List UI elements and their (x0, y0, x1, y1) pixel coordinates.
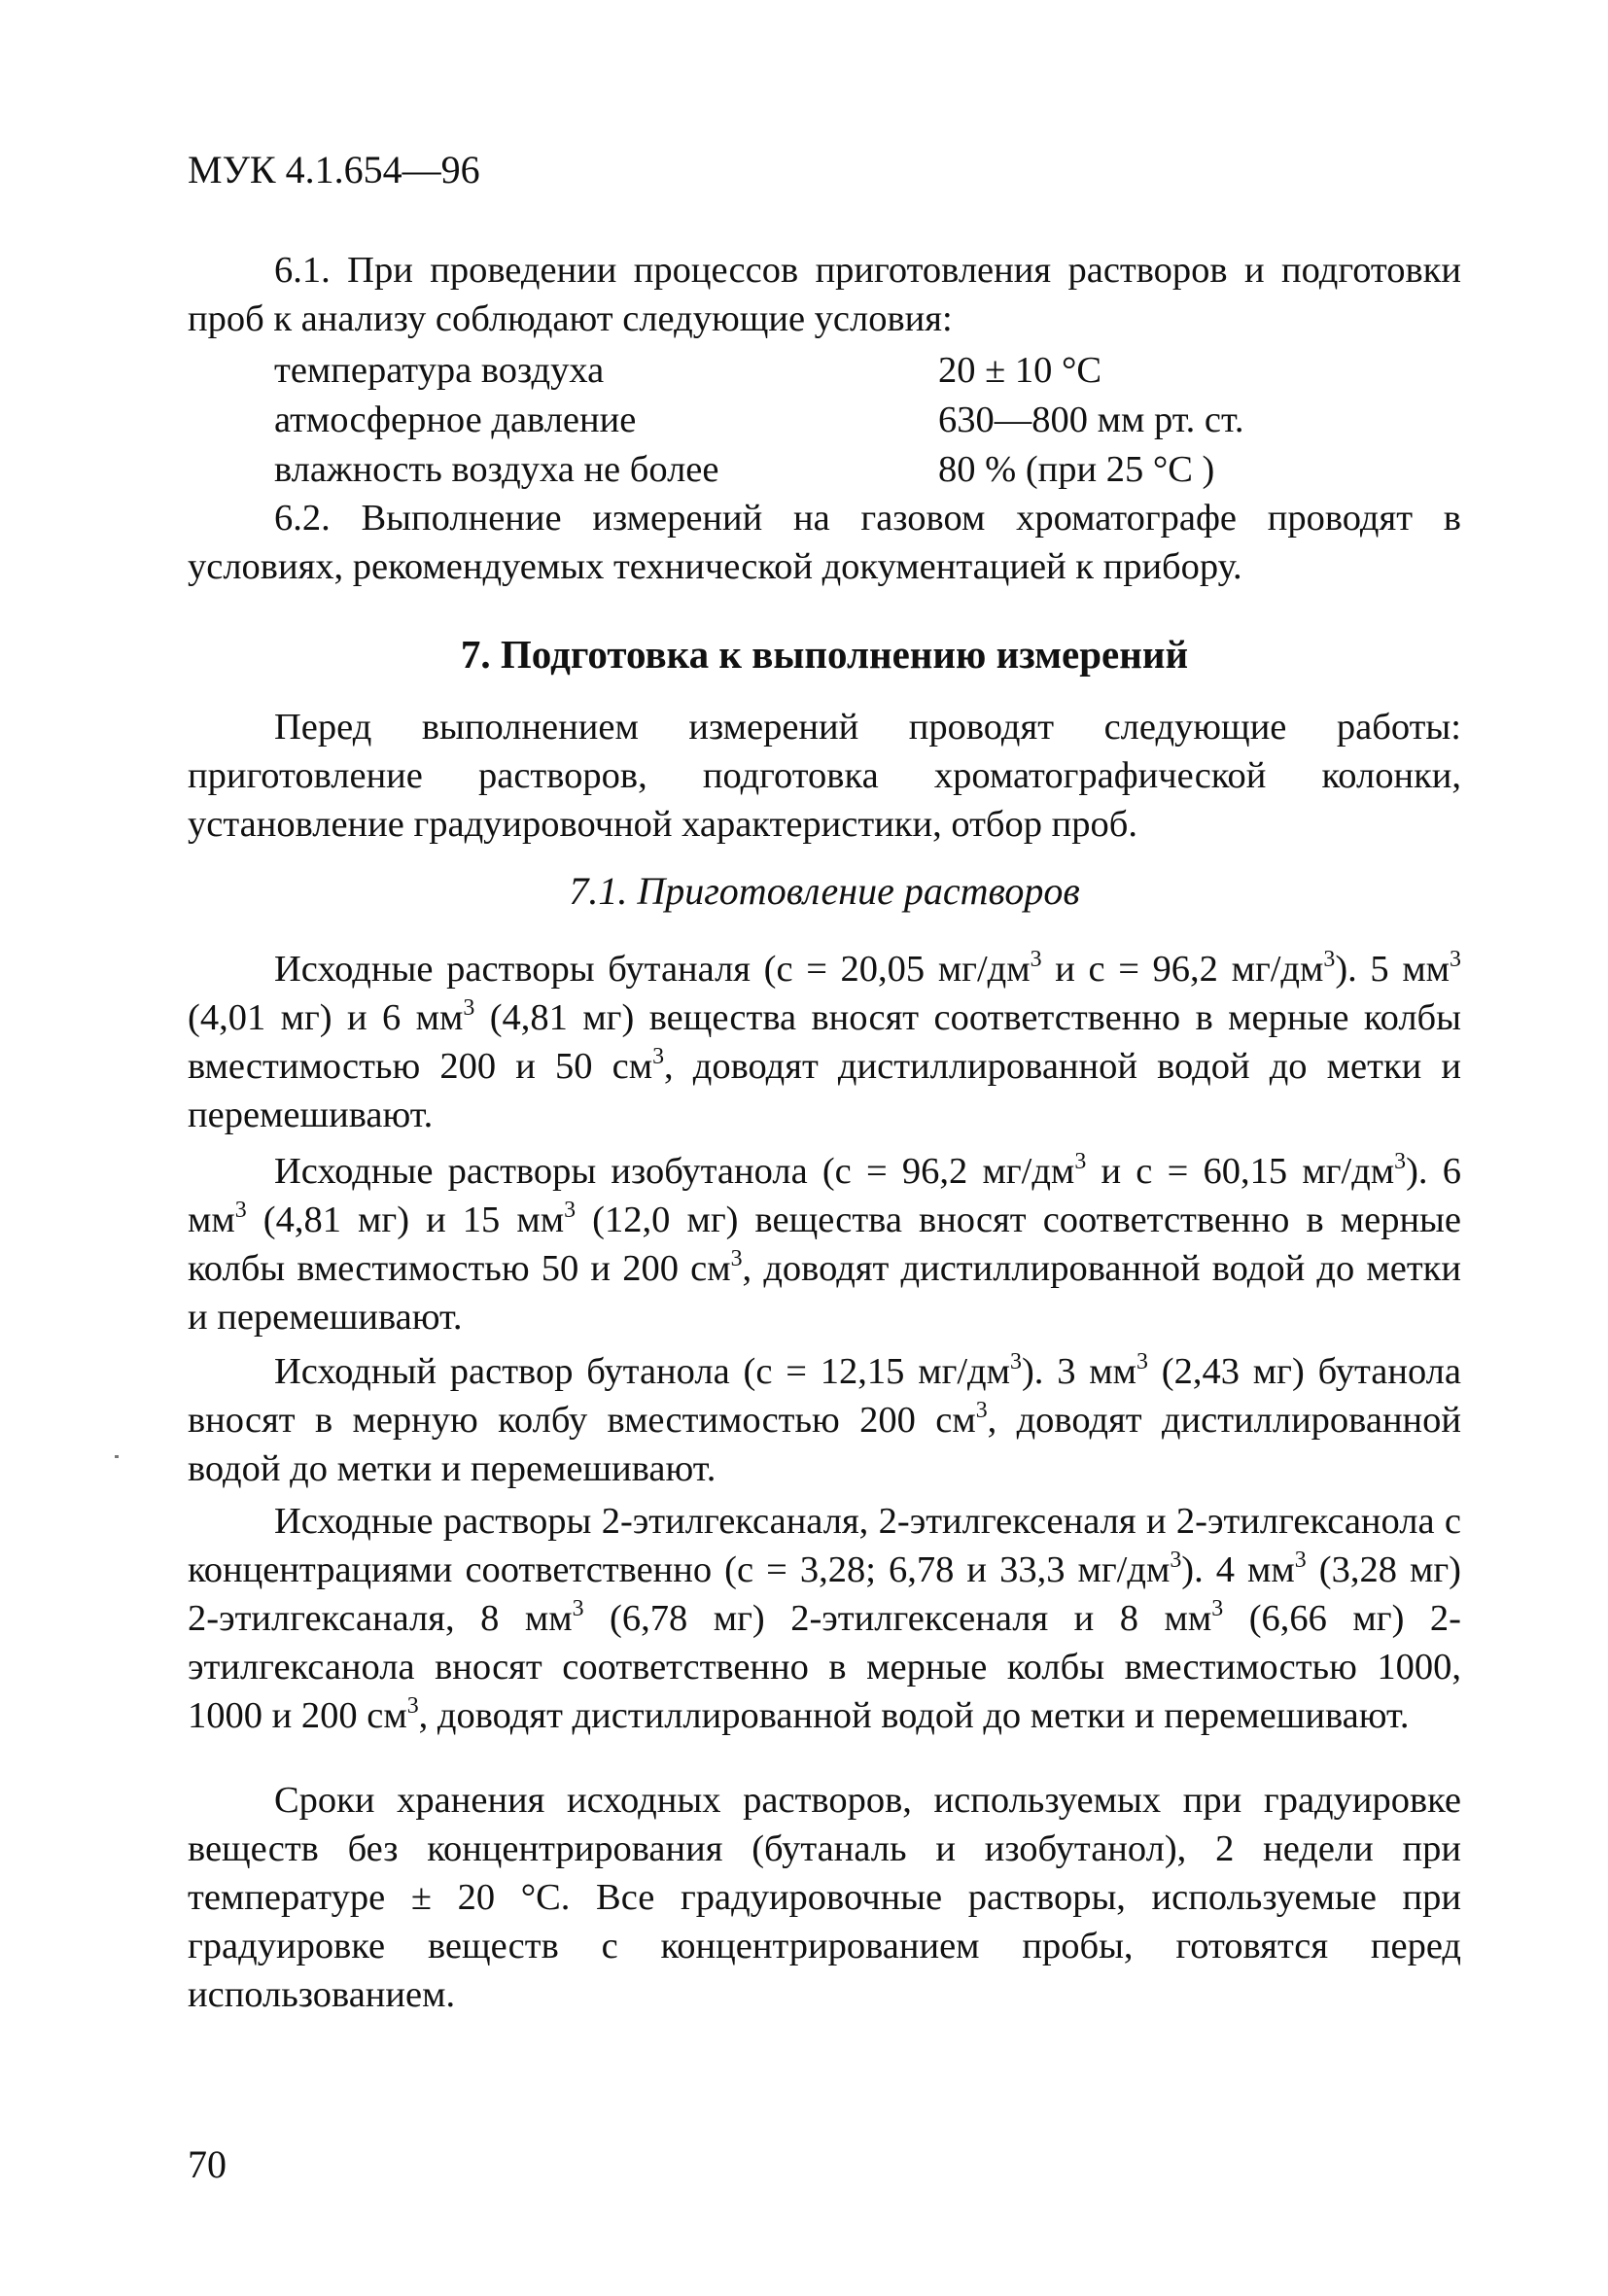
ethylhexyl-paragraph (188, 1497, 1461, 1740)
intro-paragraph: Перед выполнением измерений проводят следующие работы: приготовление растворов, подготовка хроматографической колонки, установление градуировочной характеристики, отбор проб. (188, 707, 1461, 845)
condition-value: 80 % (при 25 °С ) (938, 449, 1215, 490)
condition-name: влажность воздуха не более (274, 449, 719, 490)
condition-value: 20 ± 10 °С (938, 350, 1102, 391)
subsection-7-1-heading: 7.1. Приготовление растворов (569, 869, 1080, 913)
condition-row (274, 346, 1344, 396)
butanol-paragraph (188, 1347, 1461, 1493)
isobutanol-paragraph (188, 1147, 1461, 1341)
storage-paragraph (188, 1776, 1461, 2019)
conditions-list (274, 346, 1344, 495)
page-number: 70 (188, 2142, 227, 2186)
document-code-header: МУК 4.1.654—96 (188, 148, 480, 191)
paragraph-6-1: 6.1. При проведении процессов приготовления растворов и подготовки проб к анализу соблюдают следующие условия: (188, 250, 1461, 339)
paragraph-ethylhexyl: Исходные растворы 2-этилгексаналя, 2-этилгексеналя и 2-этилгексанола с концентрациями соответственно (с = 3,28; 6,78 и 33,3 $мг/дм^3$). 4 $мм^3$ (3,28 мг) 2-этилгексаналя, 8 $мм^3$ (6,78 мг) 2-этилгексеналя и 8 $мм^3$ (6,66 мг) 2-этилгексанола вносят соответственно в мерные колбы вместимостью 1000, 1000 и 200 $см^3$, доводят дистиллированной водой до метки и перемешивают. (188, 1501, 1461, 1736)
condition-row (274, 396, 1344, 445)
butanal-paragraph (188, 945, 1461, 1139)
condition-name: температура воздуха (274, 350, 605, 391)
section-6-paragraph-2 (188, 494, 1461, 591)
paragraph-butanal: Исходные растворы бутаналя (с = 20,05 $мг/дм^3$ и с = 96,2 $мг/дм^3$). 5 $мм^3$ (4,01 мг) и 6 $мм^3$ (4,81 мг) вещества вносят соответственно в мерные колбы вместимостью 200 и 50 $см^3$, доводят дистиллированной водой до метки и перемешивают. (188, 946, 1461, 1135)
section-7-heading: 7. Подготовка к выполнению измерений (460, 632, 1189, 677)
paragraph-storage: Сроки хранения исходных растворов, используемых при градуировке веществ без концентрирования (бутаналь и изобутанол), 2 недели при температуре ± 20 °С. Все градуировочные растворы, используемые при градуировке веществ с концентрированием пробы, готовятся перед использованием. (188, 1780, 1461, 2015)
paragraph-isobutanol: Исходные растворы изобутанола (с = 96,2 $мг/дм^3$ и с = 60,15 $мг/дм^3$). 6 $мм^3$ (4,81 мг) и 15 $мм^3$ (12,0 мг) вещества вносят соответственно в мерные колбы вместимостью 50 и 200 $см^3$, доводят дистиллированной водой до метки и перемешивают. (188, 1148, 1462, 1338)
condition-value: 630—800 мм рт. ст. (938, 400, 1244, 440)
condition-name: атмосферное давление (274, 400, 637, 440)
section-6-paragraph-1 (188, 246, 1461, 343)
paragraph-butanol: Исходный раствор бутанола (с = 12,15 $мг/дм^3$). 3 $мм^3$ (2,43 мг) бутанола вносят в мерную колбу вместимостью 200 $см^3$, доводят дистиллированной водой до метки и перемешивают. (188, 1348, 1462, 1489)
scan-speck (115, 1455, 119, 1458)
paragraph-6-2: 6.2. Выполнение измерений на газовом хроматографе проводят в условиях, рекомендуемых технической документацией к прибору. (188, 498, 1461, 587)
condition-row (274, 445, 1344, 495)
section-7-intro (188, 703, 1461, 849)
